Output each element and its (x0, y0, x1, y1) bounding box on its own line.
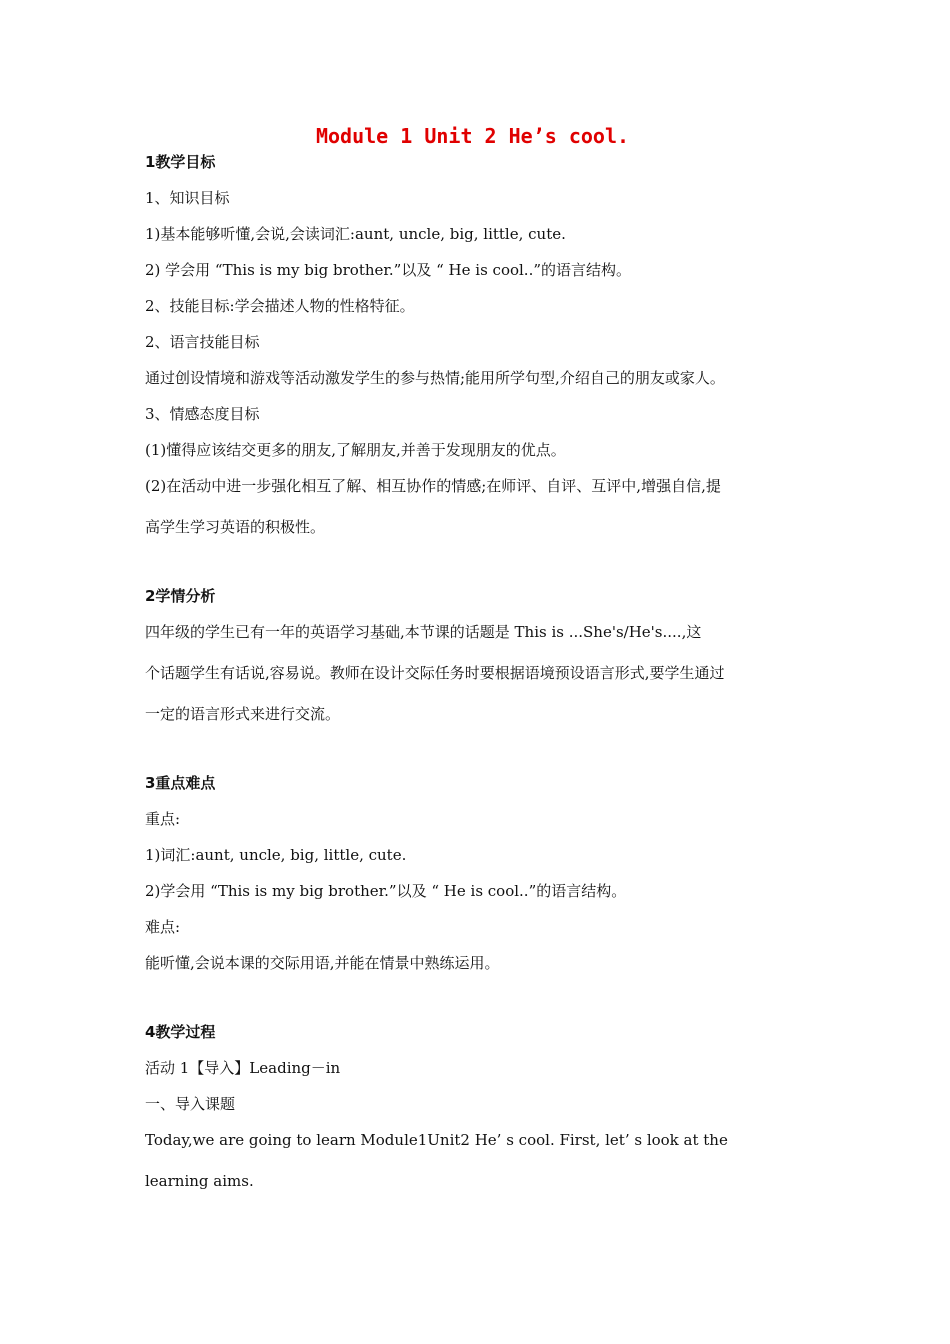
section-heading-teaching-goals: 1教学目标 (145, 153, 216, 171)
key-points-label: 重点: (145, 810, 181, 828)
knowledge-goal-2: 2) 学会用 “This is my big brother.”以及 “ He is cool..”的语言结构。 (145, 261, 632, 279)
activity-1-title: 活动 1【导入】Leading－in (145, 1059, 341, 1077)
learner-analysis-line-3: 一定的语言形式来进行交流。 (145, 705, 341, 723)
section-heading-learner-analysis: 2学情分析 (145, 587, 216, 605)
emotion-goal-2-line-2: 高学生学习英语的积极性。 (145, 518, 326, 536)
difficult-points-text: 能听懂,会说本课的交际用语,并能在情景中熟练运用。 (145, 954, 500, 972)
emotion-goal-1: (1)懂得应该结交更多的朋友,了解朋友,并善于发现朋友的优点。 (145, 441, 566, 459)
document-title: Module 1 Unit 2 He’s cool. (315, 124, 630, 148)
learner-analysis-line-1: 四年级的学生已有一年的英语学习基础,本节课的话题是 This is ...She's/He's....,这 (145, 623, 702, 641)
emotion-goals-heading: 3、情感态度目标 (145, 405, 260, 423)
activity-step-1: 一、导入课题 (145, 1095, 236, 1113)
section-heading-teaching-process: 4教学过程 (145, 1023, 216, 1041)
language-skill-text: 通过创设情境和游戏等活动激发学生的参与热情;能用所学句型,介绍自己的朋友或家人。 (145, 369, 725, 387)
emotion-goal-2-line-1: (2)在活动中进一步强化相互了解、相互协作的情感;在师评、自评、互评中,增强自信,提 (145, 477, 721, 495)
learner-analysis-line-2: 个话题学生有话说,容易说。教师在设计交际任务时要根据语境预设语言形式,要学生通过 (145, 664, 725, 682)
activity-text-line-1: Today,we are going to learn Module1Unit2 He’ s cool. First, let’ s look at the (145, 1131, 728, 1149)
key-point-2: 2)学会用 “This is my big brother.”以及 “ He is cool..”的语言结构。 (145, 882, 627, 900)
language-skill-heading: 2、语言技能目标 (145, 333, 260, 351)
difficult-points-label: 难点: (145, 918, 181, 936)
knowledge-goals-heading: 1、知识目标 (145, 189, 230, 207)
activity-text-line-2: learning aims. (145, 1172, 254, 1190)
section-heading-key-points: 3重点难点 (145, 774, 216, 792)
skill-goal: 2、技能目标:学会描述人物的性格特征。 (145, 297, 415, 315)
knowledge-goal-1: 1)基本能够听懂,会说,会读词汇:aunt, uncle, big, little, cute. (145, 225, 566, 243)
key-point-1: 1)词汇:aunt, uncle, big, little, cute. (145, 846, 407, 864)
